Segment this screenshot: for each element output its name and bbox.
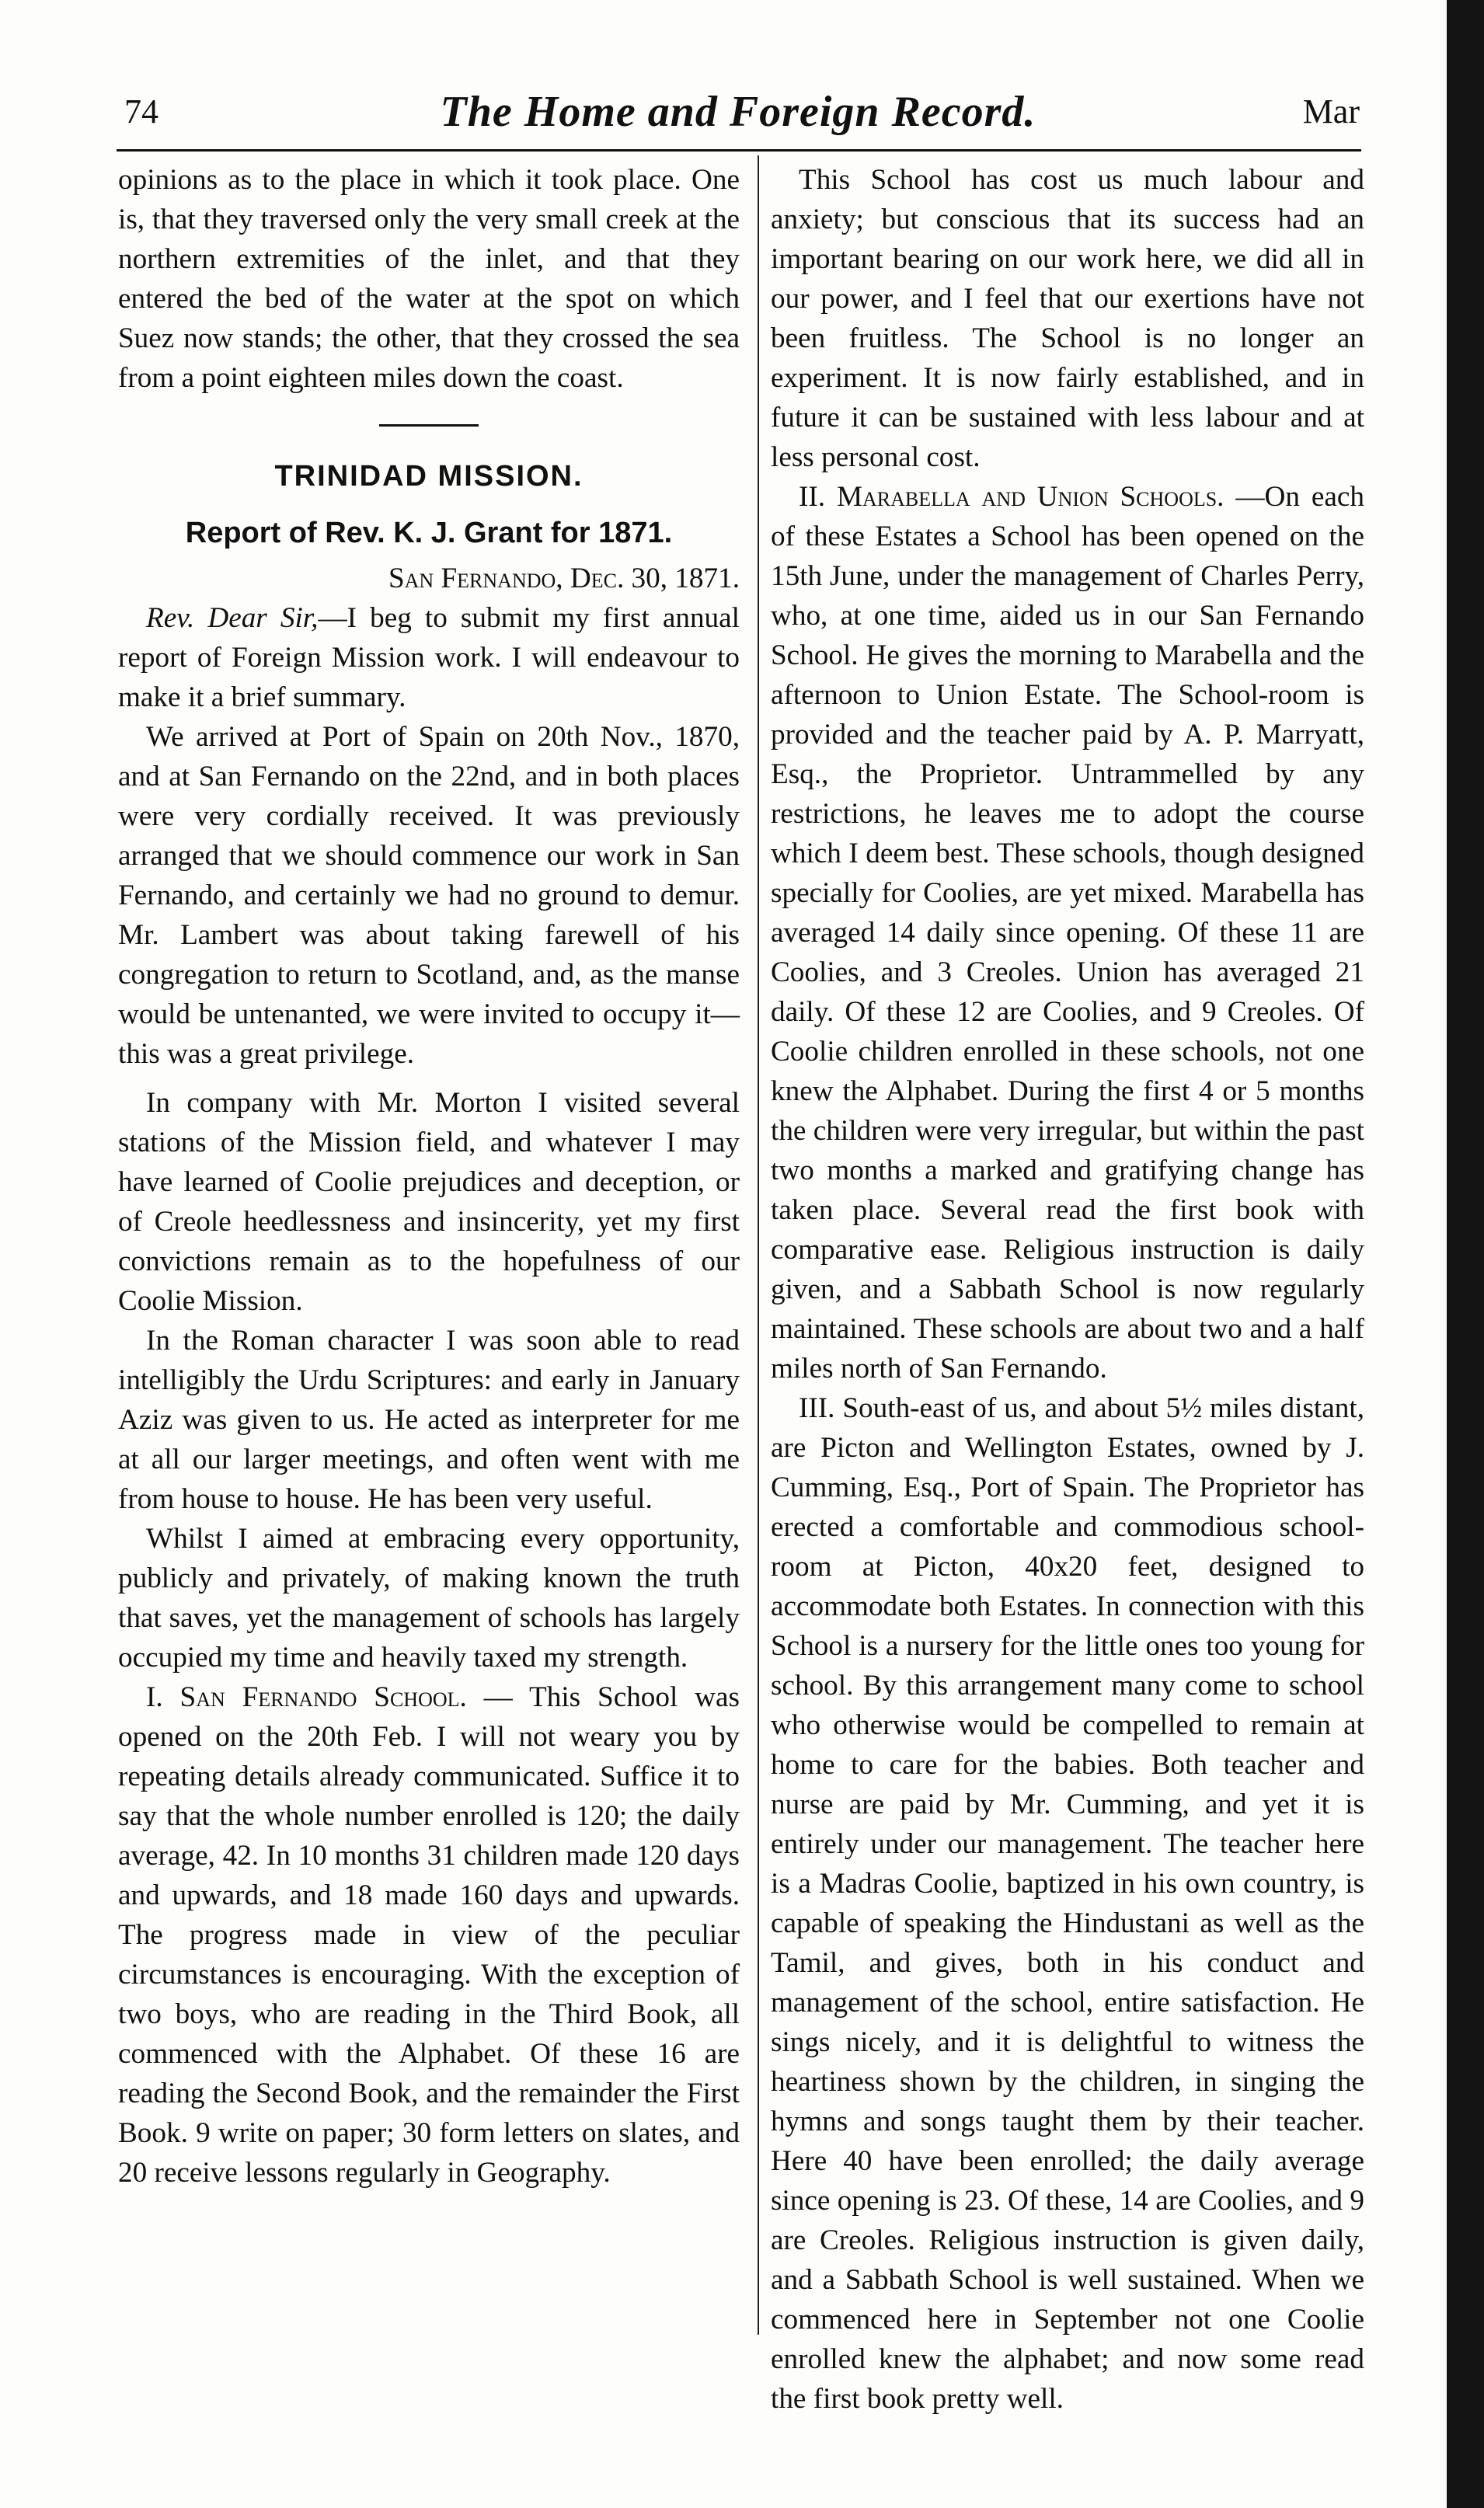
paragraph-text: — This School was opened on the 20th Feb. I will not weary you by repeating details already communicated. Suffice it to say that the whole number enrolled is 120; the daily average, 42. In 10 months 31 children made 120 days and upwards, and 18 made 160 days and upwards. The progress made in view of the peculiar circumstances is encouraging. With the exception of two boys, who are reading in the Third Book, all commenced with the Alphabet. Of these 16 are reading the Second Book, and the remainder the First Book. 9 write on paper; 30 form letters on slates, and 20 receive lessons regularly in Geography.: [118, 1681, 740, 2189]
paragraph-text: —On each of these Estates a School has been opened on the 15th June, under the management of Charles Perry, who, at one time, aided us in our San Fernando School. He gives the morning to Marabella and the afternoon to Union Estate. The School-room is provided and the teacher paid by A. P. Marryatt, Esq., the Proprietor. Untrammelled by any restrictions, he leaves me to adopt the course which I deem best. These schools, though designed specially for Coolies, are yet mixed. Marabella has averaged 14 daily since opening. Of these 11 are Coolies, and 3 Creoles. Union has averaged 21 daily. Of these 12 are Coolies, and 9 Creoles. Of Coolie children enrolled in these schools, not one knew the Alphabet. During the first 4 or 5 months the children were very irregular, but within the past two months a marked and gratifying change has taken place. Several read the first book with comparative ease. Religious instruction is daily given, and a Sabbath School is now regularly maintained. These schools are about two and a half miles north of San Fernando.: [771, 481, 1364, 1385]
section-lead: II. Marabella and Union Schools.: [799, 481, 1224, 513]
paragraph: This School has cost us much labour and anxiety; but conscious that its success had an important bearing on our work here, we did all in our power, and I feel that our exertions have not been fruitless. The School is no longer an experiment. It is now fairly established, and in future it can be sustained with less labour and at less personal cost.: [771, 164, 1364, 473]
paragraph: [118, 1677, 740, 2193]
paragraph: In the Roman character I was soon able to read intelligibly the Urdu Scriptures: and early in January Aziz was given to us. He acted as interpreter for me at all our larger meetings, and often went with me from house to house. He has been very useful.: [118, 1325, 740, 1515]
paragraph-text: —I beg to submit my first annual report of Foreign Mission work. I will endeavour to make it a brief summary.: [118, 602, 740, 713]
paragraph: [771, 477, 1364, 1388]
header-rule: [117, 149, 1361, 152]
section-divider: [379, 424, 479, 427]
right-column: [771, 160, 1364, 2419]
page-number: 74: [124, 92, 159, 131]
paragraph: [118, 598, 740, 717]
book-spine-edge: [1447, 0, 1484, 2508]
section-heading: TRINIDAD MISSION.: [274, 460, 583, 493]
paragraph: III. South-east of us, and about 5½ miles distant, are Picton and Wellington Estates, owned by J. Cumming, Esq., Port of Spain. The Proprietor has erected a comfortable and commodious school-room at Picton, 40x20 feet, designed to accommodate both Estates. In connection with this School is a nursery for the little ones too young for school. By this arrangement many come to school who otherwise would be compelled to remain at home to care for the babies. Both teacher and nurse are paid by Mr. Cumming, and yet it is entirely under our management. The teacher here is a Madras Coolie, baptized in his own country, is capable of speaking the Hindustani as well as the Tamil, and gives, both in his conduct and management of the school, entire satisfaction. He sings nicely, and it is delightful to witness the heartiness shown by the children, in singing the hymns and songs taught them by their teacher. Here 40 have been enrolled; the daily average since opening is 23. Of these, 14 are Coolies, and 9 are Creoles. Religious instruction is given daily, and a Sabbath School is well sustained. When we commenced here in September not one Coolie enrolled knew the alphabet; and now some read the first book pretty well.: [771, 1392, 1364, 2415]
dateline: San Fernando, Dec. 30, 1871.: [388, 563, 740, 594]
running-header: [117, 88, 1360, 141]
salutation: Rev. Dear Sir,: [146, 602, 319, 634]
header-month: Mar: [1302, 92, 1360, 131]
paragraph: In company with Mr. Morton I visited several stations of the Mission field, and whatever I may have learned of Coolie prejudices and deception, or of Creole heedlessness and insincerity, yet my first convictions remain as to the hopefulness of our Coolie Mission.: [118, 1087, 740, 1317]
column-divider: [758, 155, 759, 2335]
report-heading: Report of Rev. K. J. Grant for 1871.: [185, 517, 673, 549]
section-lead: I. San Fernando School.: [146, 1681, 467, 1713]
paragraph: Whilst I aimed at embracing every opportunity, publicly and privately, of making known the truth that saves, yet the management of schools has largely occupied my time and heavily taxed my strength.: [118, 1523, 740, 1674]
paragraph: opinions as to the place in which it took place. One is, that they traversed only the very small creek at the northern extremities of the inlet, and that they entered the bed of the water at the spot on which Suez now stands; the other, that they crossed the sea from a point eighteen miles down the coast.: [118, 164, 740, 394]
paragraph: We arrived at Port of Spain on 20th Nov., 1870, and at San Fernando on the 22nd, and in both places were very cordially received. It was previously arranged that we should commence our work in San Fernando, and certainly we had no ground to demur. Mr. Lambert was about taking farewell of his congregation to return to Scotland, and, as the manse would be untenanted, we were invited to occupy it—this was a great privilege.: [118, 721, 740, 1070]
left-column: [118, 160, 740, 2193]
journal-title: The Home and Foreign Record.: [440, 88, 1036, 136]
